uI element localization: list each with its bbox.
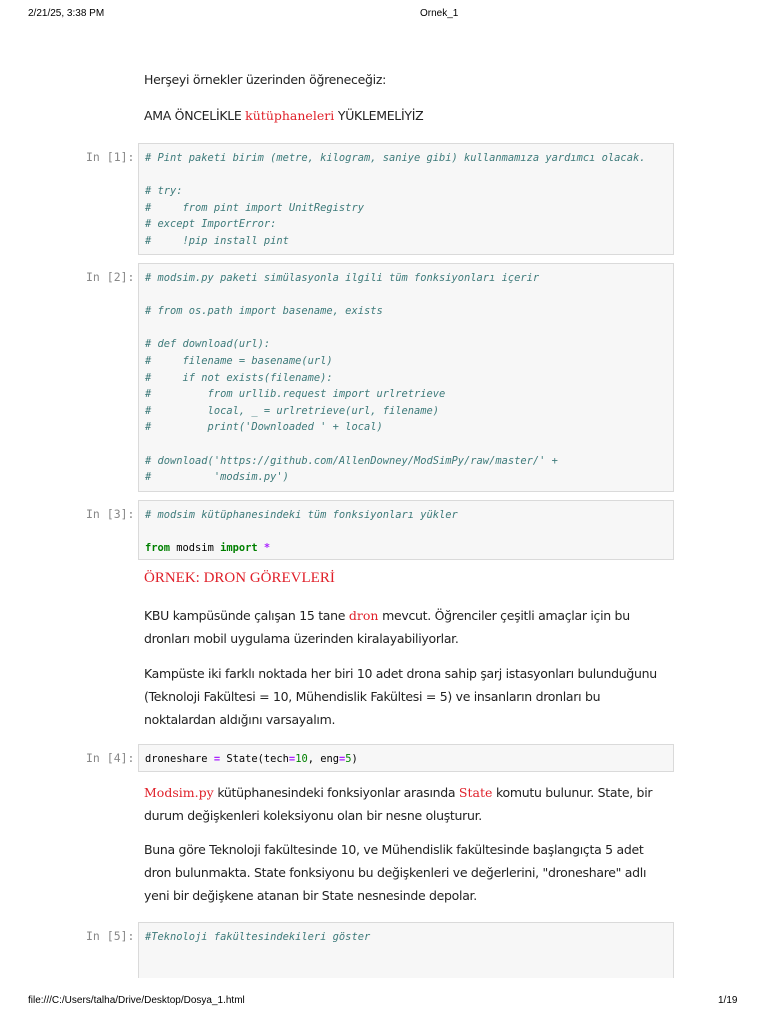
intro-line-2: AMA ÖNCELİKLE kütüphaneleri YÜKLEMELİYİZ [144,108,424,123]
code-cell-3[interactable]: # modsim kütüphanesindeki tüm fonksiyonları yükler from modsim import * [138,500,674,560]
cell-prompt: In [4]: [86,751,135,765]
code-cell-4[interactable]: droneshare = State(tech=10, eng=5) [138,744,674,772]
code-line: # download('https://github.com/AllenDowney/ModSimPy/raw/master/' + [145,454,558,467]
code-line: # Pint paketi birim (metre, kilogram, saniye gibi) kullanmamıza yardımcı olacak. [145,152,646,164]
code-line: # if not exists(filename): [145,371,333,384]
code-line: # from os.path import basename, exists [145,305,383,318]
code-cell-2[interactable] [138,263,674,492]
cell-prompt: In [1]: [86,150,135,164]
intro-line-1: Herşeyi örnekler üzerinden öğreneceğiz: [144,72,386,87]
code-comment: # modsim kütüphanesindeki tüm fonksiyonları yükler [145,509,458,521]
code-line: # modsim.py paketi simülasyonla ilgili tüm fonksiyonları içerir [145,272,540,284]
section-heading: ÖRNEK: DRON GÖREVLERİ [144,570,335,586]
red-highlight: dron [348,608,379,623]
red-highlight: kütüphaneleri [245,108,335,123]
code-line: # 'modsim.py') [145,471,289,484]
code-line: # filename = basename(url) [145,354,333,367]
code-cell-5[interactable] [138,922,674,978]
cell-prompt: In [5]: [86,929,135,943]
code-cell-1[interactable] [138,143,674,255]
print-title: Ornek_1 [420,8,459,19]
code-line: # try: [145,185,183,198]
code-line: # !pip install pint [145,234,289,247]
print-path: file:///C:/Users/talha/Drive/Desktop/Dosya_1.html [28,995,245,1006]
code-comment: #Teknoloji fakültesindekileri göster [145,931,371,943]
print-page-number: 1/19 [718,995,738,1006]
paragraph-2: Kampüste iki farklı noktada her biri 10 adet drona sahip şarj istasyonları bulunduğunu (Teknoloji Fakültesi = 10, Mühendislik Fakültesi = 5) ve insanların dronları bu noktalardan aldığını varsayalım. [144,666,657,727]
paragraph-4: Buna göre Teknoloji fakültesinde 10, ve Mühendislik fakültesinde başlangıçta 5 adet dron bulunmakta. State fonksiyonu bu değişkenleri ve değerlerini, "droneshare" adlı yeni bir değişkene atanan bir State nesnesinde depolar. [144,842,647,903]
code-line: # except ImportError: [145,218,277,231]
red-highlight: Modsim.py [144,785,214,800]
code-line: # def download(url): [145,338,271,351]
code-line: # from urllib.request import urlretrieve [145,388,446,401]
code-line: # print('Downloaded ' + local) [145,421,383,434]
print-datetime: 2/21/25, 3:38 PM [28,8,105,19]
paragraph-3: Modsim.py kütüphanesindeki fonksiyonlar arasında State komutu bulunur. State, bir durum değişkenleri koleksiyonu olan bir nesne oluşturur. [144,785,653,823]
code-line: # local, _ = urlretrieve(url, filename) [145,404,440,417]
cell-prompt: In [3]: [86,507,135,521]
paragraph-1: KBU kampüsünde çalışan 15 tane dron mevcut. Öğrenciler çeşitli amaçlar için bu dronları mobil uygulama üzerinden kiralayabiliyorlar. [144,608,630,646]
red-highlight: State [458,785,493,800]
code-line: # from pint import UnitRegistry [145,201,364,214]
cell-prompt: In [2]: [86,270,135,284]
